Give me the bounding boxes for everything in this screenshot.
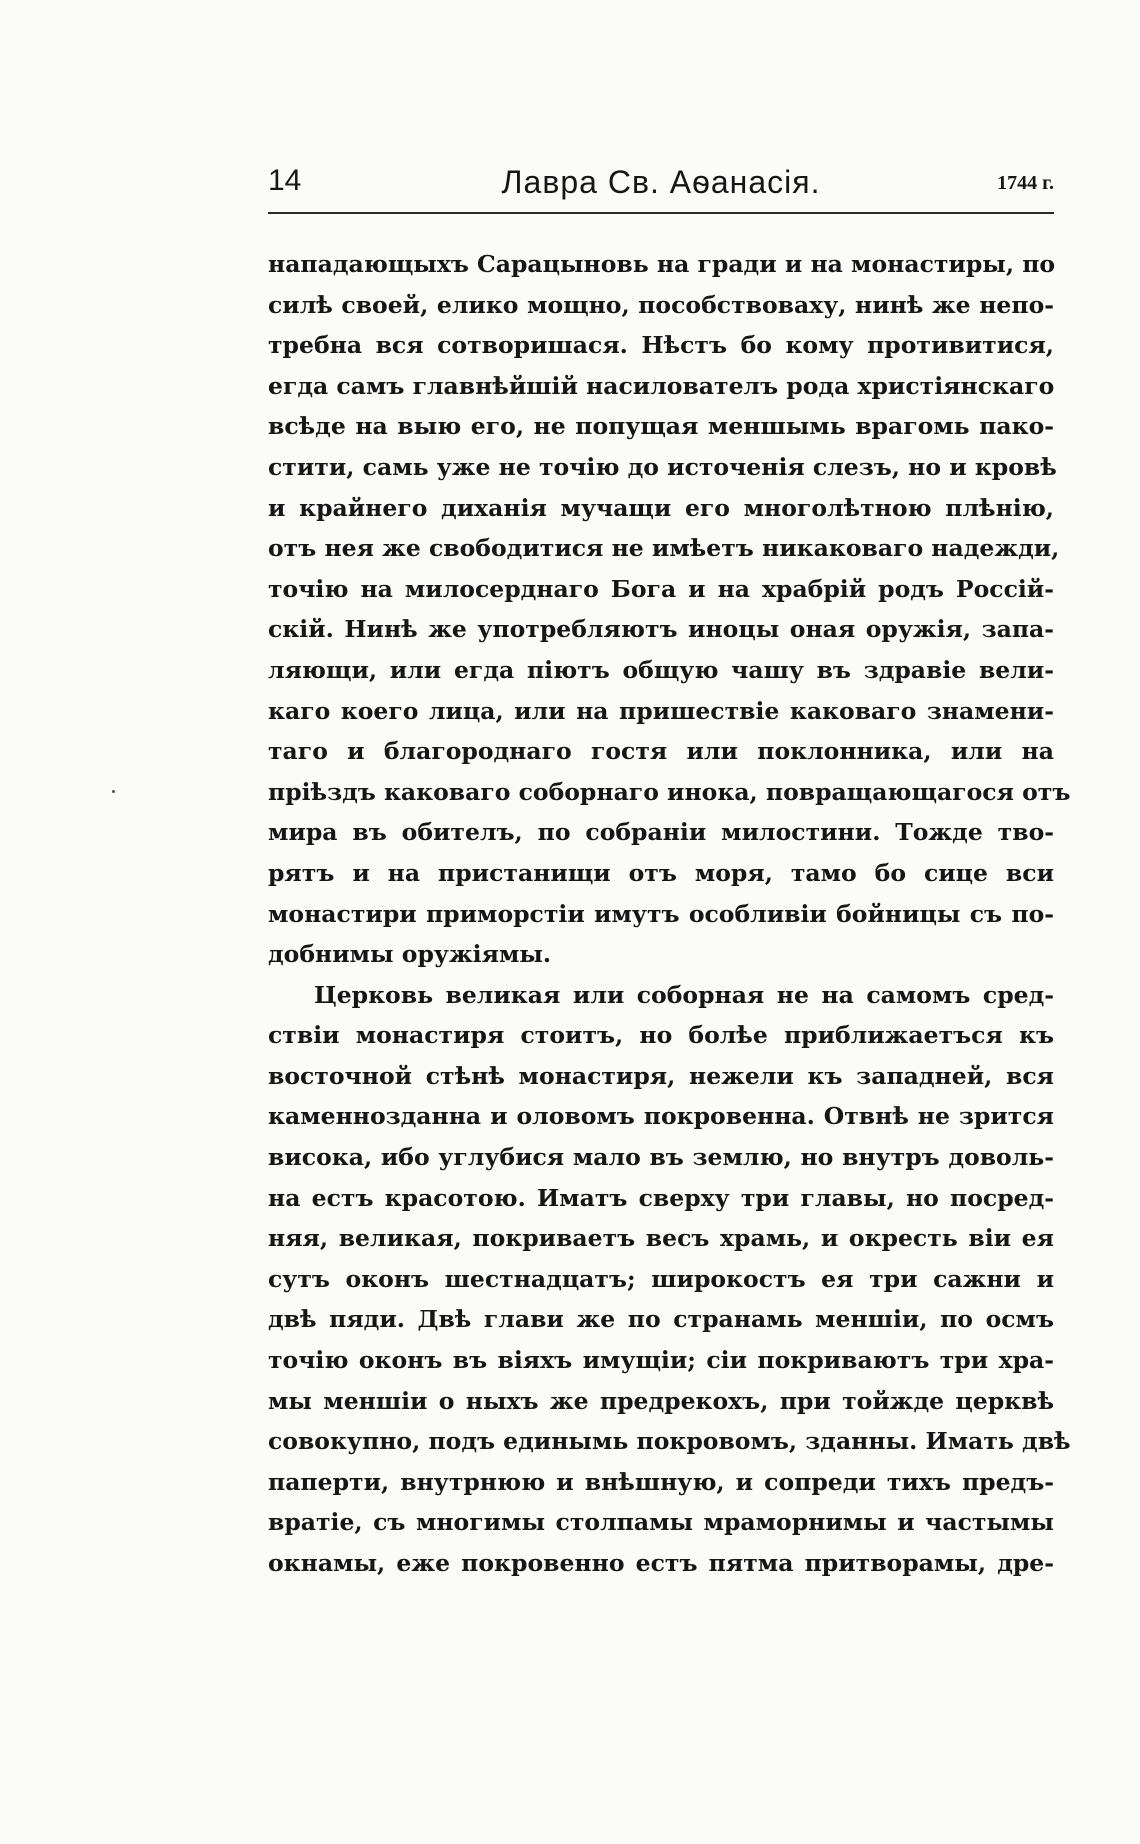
text-line: няя, великая, покриваетъ весъ храмь, и окресть віи ея xyxy=(268,1224,1054,1253)
running-header xyxy=(268,160,1054,208)
stray-mark xyxy=(112,790,115,793)
page-number: 14 xyxy=(268,164,302,197)
text-line: и крайнего диханія мучащи его многолѣтною плѣнію, xyxy=(268,493,1054,522)
text-line: стити, самь уже не точію до источенія слезъ, но и кровѣ xyxy=(268,452,1057,481)
text-line: таго и благороднаго гостя или поклонника, или на xyxy=(268,737,1054,766)
text-line: пріѣздъ каковаго соборнаго инока, повращающагося отъ xyxy=(268,777,1071,806)
text-line: двѣ пяди. Двѣ глави же по странамь меншіи, по осмъ xyxy=(268,1305,1054,1334)
text-line: точію на милосерднаго Бога и на храбрій родъ Россій- xyxy=(268,574,1054,603)
year-marker: 1744 г. xyxy=(997,172,1054,194)
text-line: Церковь великая или соборная не на самомъ сред- xyxy=(314,980,1054,1009)
text-line: паперти, внутрнюю и внѣшную, и сопреди тихъ предъ- xyxy=(268,1467,1054,1496)
text-line: рятъ и на пристанищи отъ моря, тамо бо сице вси xyxy=(268,858,1054,887)
header-rule xyxy=(268,212,1054,214)
text-line: совокупно, подъ единымь покровомъ, зданны. Имать двѣ xyxy=(268,1427,1071,1456)
text-line: скій. Нинѣ же употребляютъ иноцы оная оружія, запа- xyxy=(268,615,1054,644)
text-line: мира въ обителъ, по собраніи милостини. Тожде тво- xyxy=(268,818,1054,847)
running-title: Лавра Св. Аѳанасія. xyxy=(501,164,821,200)
text-line: ствіи монастиря стоитъ, но болѣе приближаетъся къ xyxy=(268,1021,1054,1050)
text-line: нападающыхъ Сарацыновь на гради и на монастиры, по xyxy=(268,250,1056,278)
paragraph-1 xyxy=(268,244,1071,975)
text-line: каменнозданна и оловомъ покровенна. Отвнѣ не зрится xyxy=(268,1102,1054,1131)
text-line: висока, ибо углубися мало въ землю, но внутръ доволь- xyxy=(268,1143,1054,1172)
text-line: егда самъ главнѣйшій насилователъ рода христіянскаго xyxy=(268,371,1055,400)
text-line: сутъ оконъ шестнадцатъ; широкостъ ея три сажни и xyxy=(268,1264,1054,1293)
text-line: на естъ красотою. Иматъ сверху три главы, но посред- xyxy=(268,1183,1054,1212)
text-line: всѣде на выю его, не попущая меншымь врагомь пако- xyxy=(268,412,1054,441)
book-page xyxy=(268,160,1071,1584)
text-line: силѣ своей, елико мощно, пособствоваху, нинѣ же непо- xyxy=(268,290,1054,319)
paragraph-2 xyxy=(268,975,1071,1584)
text-line: каго коего лица, или на пришествіе каковаго знамени- xyxy=(268,696,1054,725)
text-line: мы меншіи о ныхъ же предрекохъ, при тойжде церквѣ xyxy=(268,1386,1054,1415)
text-line: вратіе, съ многимы столпамы мраморнимы и частымы xyxy=(268,1508,1054,1537)
text-line: требна вся сотворишася. Нѣстъ бо кому противитися, xyxy=(268,331,1054,360)
text-line: восточной стѣнѣ монастиря, нежели къ западней, вся xyxy=(268,1061,1054,1090)
text-line: добнимы оружіямы. xyxy=(268,940,552,969)
text-line: окнамы, еже покровенно естъ пятма притворамы, дре- xyxy=(268,1549,1054,1577)
text-line: отъ нея же свободитися не имѣетъ никаковаго надежди, xyxy=(268,534,1060,563)
text-line: точію оконъ въ віяхъ имущіи; сіи покриваютъ три хра- xyxy=(268,1346,1054,1375)
text-line: ляющи, или егда піютъ общую чашу въ здравіе вели- xyxy=(268,655,1054,684)
body-text xyxy=(268,244,1071,1584)
text-line: монастири приморстіи имутъ особливіи бойницы съ по- xyxy=(268,899,1054,928)
